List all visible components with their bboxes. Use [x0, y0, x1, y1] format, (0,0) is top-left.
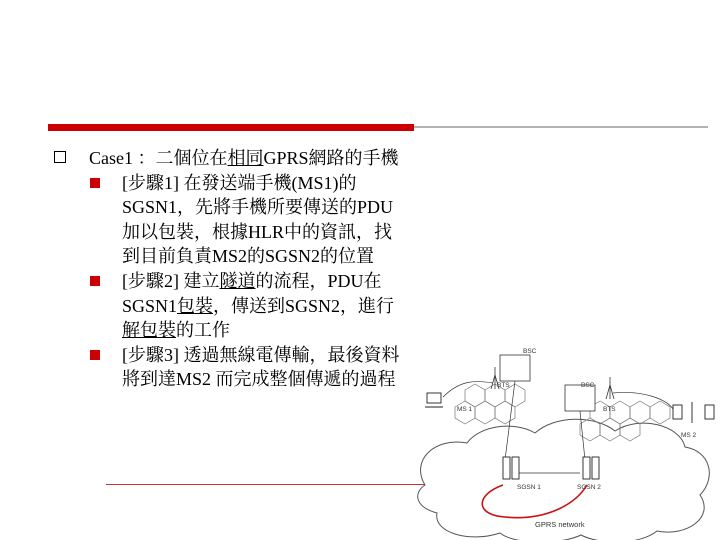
step-text-segment: ，傳送到SGSN2，進行	[213, 295, 395, 316]
ms-1-radio-link	[443, 381, 493, 397]
network-label: GPRS network	[535, 520, 585, 529]
step-text-segment: [步驟1] 在發送端手機(MS1)的SGSN1，先將手機所要傳送的PDU加以包裝，根據HLR中的資訊，找到目前負責MS2的SGSN2的位置	[122, 172, 394, 267]
square-bullet-icon	[90, 350, 100, 360]
step-text-segment: 解包裝	[122, 320, 176, 341]
step-text-segment: 隧道	[219, 270, 256, 291]
sgsn-1-label: SGSN 1	[517, 484, 541, 491]
ms-2-radio-link	[613, 392, 673, 409]
step-text-segment: 的工作	[176, 320, 230, 341]
case-text-prefix: Case1 ：二個位在	[89, 148, 228, 168]
step-text-segment: [步驟3] 透過無線電傳輸，最後資料將到達MS2 而完成整個傳遞的過程	[122, 344, 400, 390]
sgsn-2-label: SGSN 2	[577, 484, 601, 491]
ms-2-label: MS 2	[681, 432, 697, 439]
bts-2-antenna-icon	[606, 377, 614, 399]
title-accent-bar	[48, 124, 414, 131]
case-text-suffix: GPRS網路的手機	[263, 148, 399, 168]
square-bullet-icon	[90, 276, 100, 286]
bsc-1-box	[500, 355, 530, 381]
step-item	[54, 171, 404, 269]
step-text-segment: 包裝	[177, 295, 214, 316]
step-item	[54, 269, 404, 343]
case-text-underlined: 相同	[227, 148, 264, 168]
ms-1-label: MS 1	[457, 406, 473, 413]
square-bullet-icon	[90, 178, 100, 188]
bts-1-label: BTS	[497, 382, 510, 389]
gprs-network-diagram	[405, 345, 720, 540]
bsc-1-label: BSC	[523, 348, 537, 355]
case-bullet	[54, 146, 404, 171]
ms-1-terminal-icon	[425, 393, 443, 407]
step-text-segment: [步驟2] 建立	[122, 270, 220, 291]
step-text-segment: 的流程，PDU在SGSN1	[122, 270, 382, 316]
steps-list	[54, 171, 404, 392]
bsc-2-label: BSC	[581, 382, 595, 389]
hollow-square-bullet-icon	[54, 151, 66, 163]
slide-body	[54, 146, 404, 392]
step-item	[54, 343, 404, 392]
ms-2-terminal-icon	[673, 402, 714, 423]
cell-hexagons-left	[455, 384, 525, 424]
bts-2-label: BTS	[603, 406, 616, 413]
title-divider-line	[414, 126, 708, 128]
